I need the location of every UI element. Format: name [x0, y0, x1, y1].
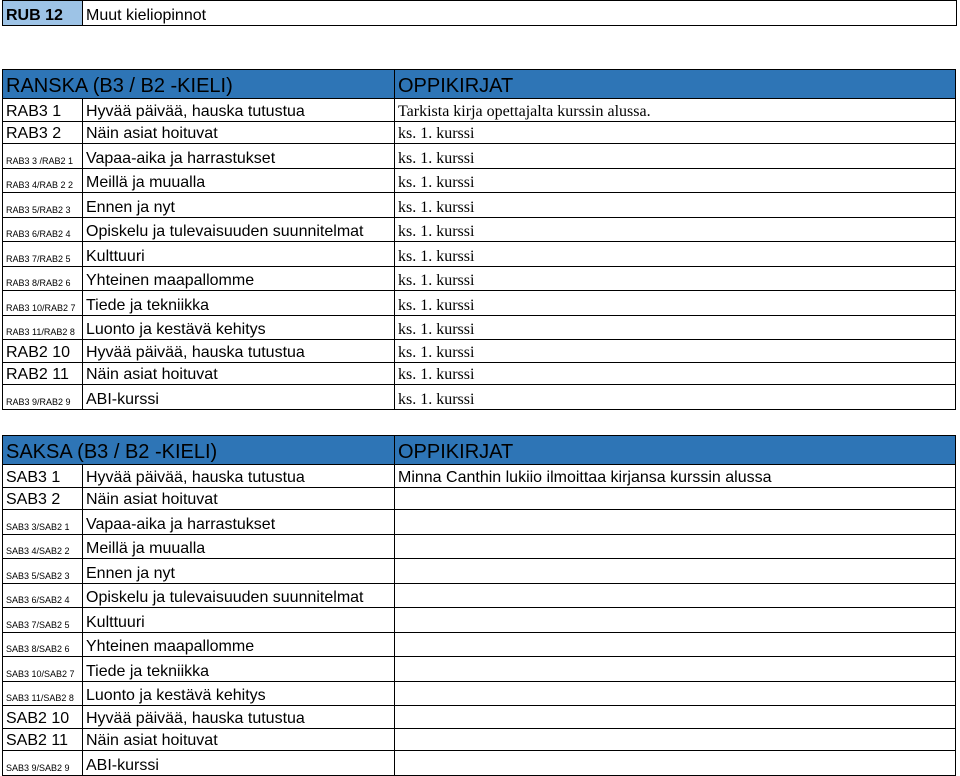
ranska-row	[3, 266, 956, 291]
course-code: RAB3 10/RAB2 7	[3, 291, 83, 316]
saksa-row	[3, 728, 956, 751]
course-code: RAB2 11	[3, 362, 83, 385]
course-name: Meillä ja muualla	[83, 534, 395, 559]
course-name: Ennen ja nyt	[83, 193, 395, 218]
ranska-row	[3, 193, 956, 218]
ranska-title: RANSKA (B3 / B2 -KIELI)	[3, 70, 395, 99]
saksa-row	[3, 510, 956, 535]
course-code: SAB2 11	[3, 728, 83, 751]
course-code: RAB3 5/RAB2 3	[3, 193, 83, 218]
course-book: ks. 1. kurssi	[395, 266, 956, 291]
course-name: Opiskelu ja tulevaisuuden suunnitelmat	[83, 217, 395, 242]
course-code: SAB3 4/SAB2 2	[3, 534, 83, 559]
course-code: RAB3 2	[3, 121, 83, 144]
course-code: RAB3 9/RAB2 9	[3, 385, 83, 410]
course-book	[395, 559, 956, 584]
saksa-row	[3, 487, 956, 510]
course-name: Näin asiat hoituvat	[83, 728, 395, 751]
course-code: RAB3 8/RAB2 6	[3, 266, 83, 291]
course-name: Hyvää päivää, hauska tutustua	[83, 706, 395, 729]
course-name: Hyvää päivää, hauska tutustua	[83, 99, 395, 122]
saksa-header-row	[3, 436, 956, 465]
saksa-row	[3, 608, 956, 633]
ranska-row	[3, 217, 956, 242]
ranska-row	[3, 291, 956, 316]
rub-header-row	[3, 1, 957, 26]
course-book: ks. 1. kurssi	[395, 121, 956, 144]
rub-header-table	[2, 0, 957, 26]
course-code: RAB3 11/RAB2 8	[3, 315, 83, 340]
course-book: ks. 1. kurssi	[395, 144, 956, 169]
course-book: ks. 1. kurssi	[395, 168, 956, 193]
saksa-row	[3, 559, 956, 584]
course-name: Näin asiat hoituvat	[83, 487, 395, 510]
course-name: Opiskelu ja tulevaisuuden suunnitelmat	[83, 583, 395, 608]
course-name: ABI-kurssi	[83, 751, 395, 776]
course-name: Vapaa-aika ja harrastukset	[83, 510, 395, 535]
course-name: Kulttuuri	[83, 242, 395, 267]
ranska-table	[2, 69, 956, 410]
course-name: Tiede ja tekniikka	[83, 657, 395, 682]
course-book	[395, 534, 956, 559]
course-book: ks. 1. kurssi	[395, 193, 956, 218]
ranska-row	[3, 385, 956, 410]
course-book	[395, 632, 956, 657]
course-name: Yhteinen maapallomme	[83, 266, 395, 291]
course-book	[395, 751, 956, 776]
course-book: ks. 1. kurssi	[395, 385, 956, 410]
course-book: ks. 1. kurssi	[395, 291, 956, 316]
ranska-row	[3, 168, 956, 193]
course-book	[395, 657, 956, 682]
course-code: RAB3 3 /RAB2 1	[3, 144, 83, 169]
course-code: RAB3 1	[3, 99, 83, 122]
course-code: RAB3 4/RAB 2 2	[3, 168, 83, 193]
ranska-row	[3, 315, 956, 340]
course-name: Hyvää päivää, hauska tutustua	[83, 465, 395, 488]
ranska-row	[3, 99, 956, 122]
course-book: ks. 1. kurssi	[395, 242, 956, 267]
saksa-row	[3, 583, 956, 608]
saksa-row	[3, 657, 956, 682]
course-name: Vapaa-aika ja harrastukset	[83, 144, 395, 169]
course-code: SAB3 11/SAB2 8	[3, 681, 83, 706]
course-book: ks. 1. kurssi	[395, 340, 956, 363]
course-code: SAB2 10	[3, 706, 83, 729]
saksa-row	[3, 681, 956, 706]
ranska-books-header: OPPIKIRJAT	[395, 70, 956, 99]
course-code: SAB3 5/SAB2 3	[3, 559, 83, 584]
course-name: Kulttuuri	[83, 608, 395, 633]
saksa-books-header: OPPIKIRJAT	[395, 436, 956, 465]
course-book: ks. 1. kurssi	[395, 217, 956, 242]
course-book	[395, 681, 956, 706]
course-code: SAB3 1	[3, 465, 83, 488]
course-book	[395, 706, 956, 729]
course-book	[395, 608, 956, 633]
saksa-row	[3, 706, 956, 729]
saksa-row	[3, 465, 956, 488]
course-name: Luonto ja kestävä kehitys	[83, 681, 395, 706]
course-code: SAB3 6/SAB2 4	[3, 583, 83, 608]
course-code: SAB3 10/SAB2 7	[3, 657, 83, 682]
course-book	[395, 487, 956, 510]
course-code: SAB3 2	[3, 487, 83, 510]
course-book: Minna Canthin lukiio ilmoittaa kirjansa kurssin alussa	[395, 465, 956, 488]
course-name: Näin asiat hoituvat	[83, 362, 395, 385]
course-book	[395, 728, 956, 751]
course-book: ks. 1. kurssi	[395, 362, 956, 385]
course-code: SAB3 9/SAB2 9	[3, 751, 83, 776]
saksa-row	[3, 632, 956, 657]
course-code: RAB2 10	[3, 340, 83, 363]
course-name: Hyvää päivää, hauska tutustua	[83, 340, 395, 363]
saksa-body	[3, 436, 956, 776]
ranska-row	[3, 121, 956, 144]
saksa-row	[3, 751, 956, 776]
course-code: RAB3 6/RAB2 4	[3, 217, 83, 242]
course-name: Luonto ja kestävä kehitys	[83, 315, 395, 340]
ranska-body	[3, 70, 956, 410]
ranska-row	[3, 340, 956, 363]
rub-code: RUB 12	[3, 1, 83, 26]
saksa-row	[3, 534, 956, 559]
ranska-header-row	[3, 70, 956, 99]
course-name: Näin asiat hoituvat	[83, 121, 395, 144]
course-code: SAB3 7/SAB2 5	[3, 608, 83, 633]
rub-title: Muut kieliopinnot	[83, 1, 957, 26]
ranska-row	[3, 144, 956, 169]
course-code: SAB3 8/SAB2 6	[3, 632, 83, 657]
course-name: Tiede ja tekniikka	[83, 291, 395, 316]
course-name: Ennen ja nyt	[83, 559, 395, 584]
saksa-table	[2, 435, 956, 776]
ranska-row	[3, 362, 956, 385]
course-name: Meillä ja muualla	[83, 168, 395, 193]
ranska-row	[3, 242, 956, 267]
saksa-title: SAKSA (B3 / B2 -KIELI)	[3, 436, 395, 465]
course-code: RAB3 7/RAB2 5	[3, 242, 83, 267]
course-book: Tarkista kirja opettajalta kurssin alussa.	[395, 99, 956, 122]
course-name: ABI-kurssi	[83, 385, 395, 410]
course-book	[395, 510, 956, 535]
course-book: ks. 1. kurssi	[395, 315, 956, 340]
course-book	[395, 583, 956, 608]
course-name: Yhteinen maapallomme	[83, 632, 395, 657]
course-code: SAB3 3/SAB2 1	[3, 510, 83, 535]
